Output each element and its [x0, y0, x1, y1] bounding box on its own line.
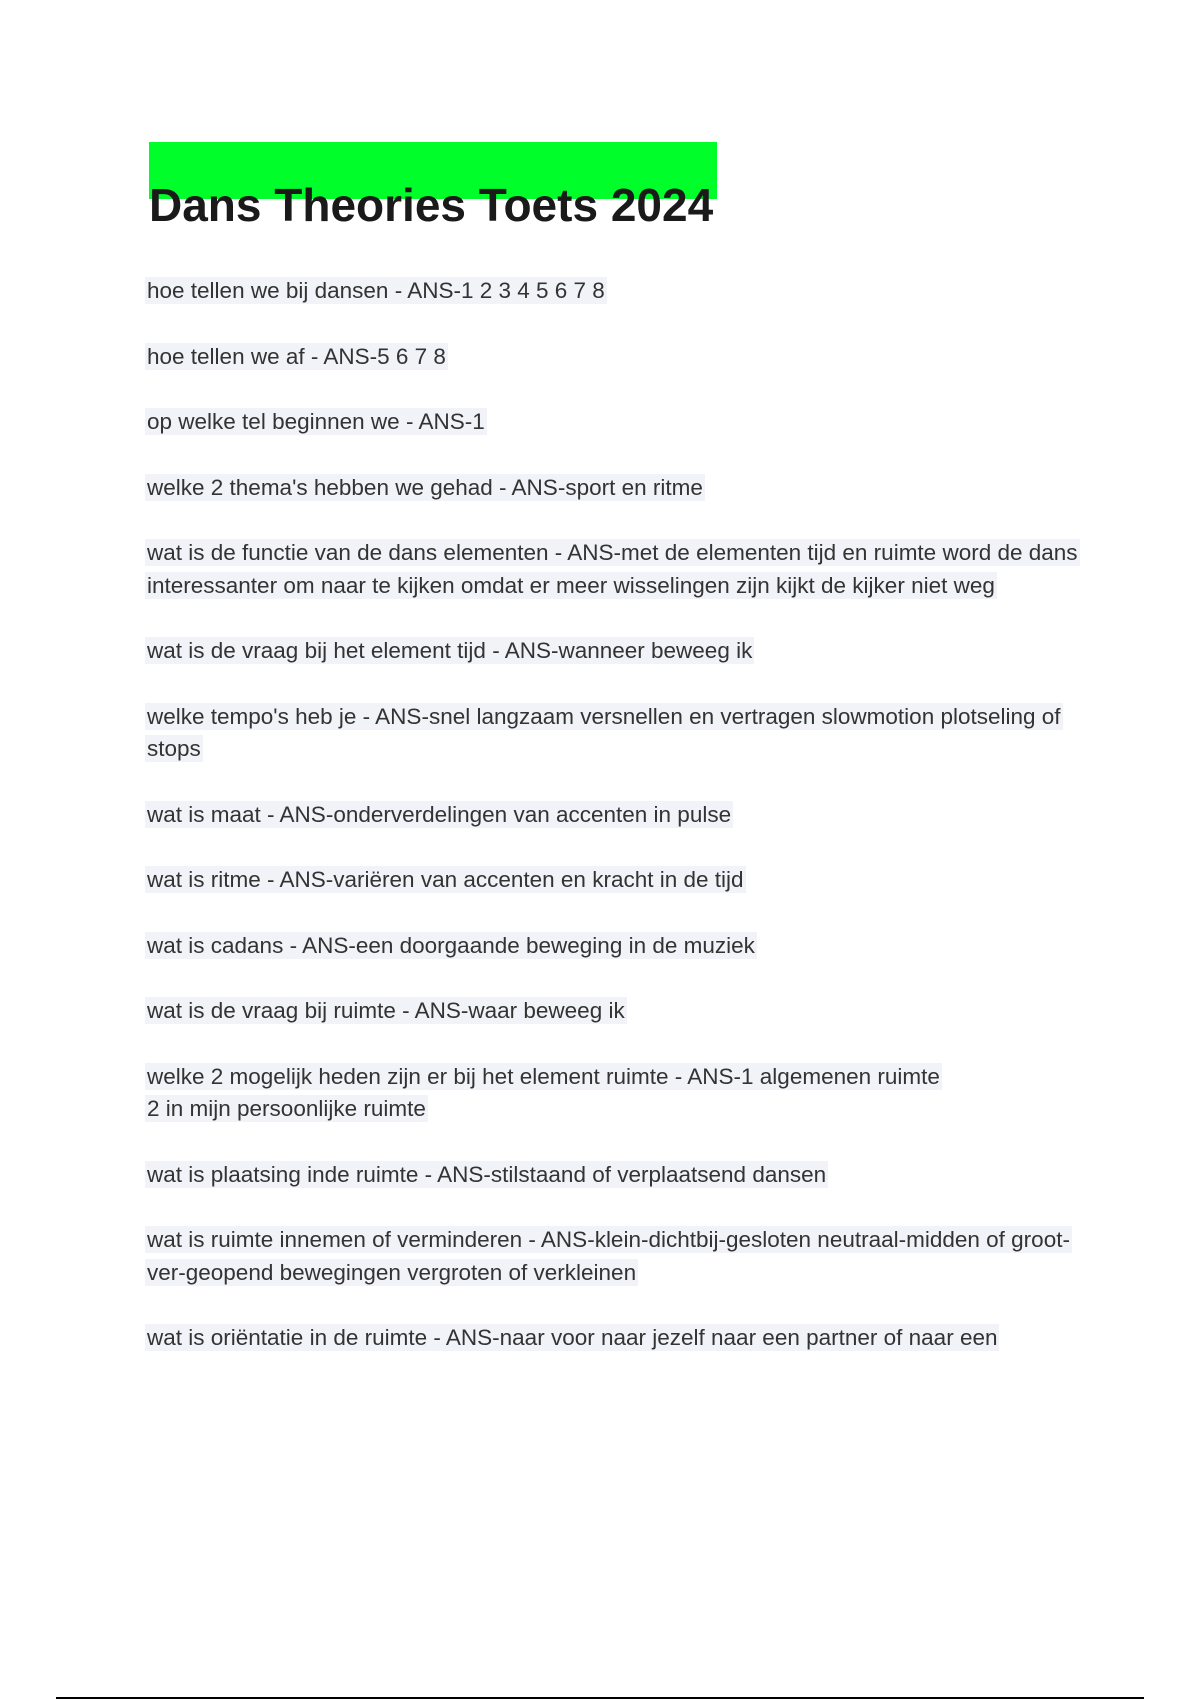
qa-answer: klein-dichtbij-gesloten neutraal-midden of groot-ver-geopend bewegingen vergroten of verkleinen — [147, 1227, 1070, 1285]
qa-question: wat is de functie van de dans elementen — [147, 540, 549, 565]
qa-separator: - ANS- — [485, 638, 559, 663]
qa-item — [145, 1322, 1090, 1355]
qa-question: wat is de vraag bij ruimte — [147, 998, 396, 1023]
qa-answer: naar voor naar jezelf naar een partner of naar een — [499, 1325, 998, 1350]
qa-item — [145, 1159, 1090, 1192]
qa-item — [145, 635, 1090, 668]
qa-question: wat is de vraag bij het element tijd — [147, 638, 486, 663]
qa-item — [145, 275, 1090, 308]
qa-separator: - ANS- — [283, 932, 356, 958]
qa-item — [145, 406, 1090, 439]
qa-question: wat is plaatsing inde ruimte — [147, 1161, 419, 1187]
qa-answer: een doorgaande beweging in de muziek — [355, 932, 755, 958]
qa-separator: - ANS- — [260, 867, 334, 892]
qa-answer: 1 2 3 4 5 6 7 8 — [460, 278, 605, 303]
qa-separator: - ANS- — [668, 1063, 742, 1089]
qa-question: op welke tel beginnen we — [147, 409, 400, 434]
qa-answer: 1 algemenen ruimte — [741, 1063, 940, 1089]
qa-answer-line2: 2 in mijn persoonlijke ruimte — [147, 1096, 426, 1121]
qa-question: wat is ruimte innemen of verminderen — [147, 1227, 523, 1252]
qa-question: hoe tellen we bij dansen — [147, 278, 389, 303]
qa-separator: - ANS- — [548, 540, 622, 565]
qa-question: wat is cadans — [147, 932, 284, 958]
qa-separator: - ANS- — [399, 409, 473, 434]
qa-item — [145, 864, 1090, 897]
qa-answer: stilstaand of verplaatsend dansen — [490, 1161, 827, 1187]
qa-item — [145, 995, 1090, 1028]
qa-item — [145, 537, 1090, 602]
qa-question: hoe tellen we af — [147, 343, 305, 369]
qa-question: wat is ritme — [147, 867, 261, 892]
qa-question: wat is maat — [147, 801, 261, 827]
qa-separator: - ANS- — [388, 278, 461, 303]
qa-item — [145, 701, 1090, 766]
page-title: Dans Theories Toets 2024 — [149, 178, 714, 231]
qa-item — [145, 472, 1090, 505]
qa-question: welke 2 mogelijk heden zijn er bij het element ruimte — [147, 1063, 669, 1089]
qa-item — [145, 930, 1090, 963]
qa-item — [145, 1224, 1090, 1289]
qa-answer: 5 6 7 8 — [377, 343, 446, 369]
qa-separator: - ANS- — [304, 343, 378, 369]
footer-divider — [56, 1697, 1144, 1699]
qa-question: welke tempo's heb je — [147, 703, 357, 729]
qa-answer: 1 — [472, 409, 485, 434]
qa-answer: sport en ritme — [565, 474, 703, 500]
qa-separator: - ANS- — [492, 474, 566, 500]
qa-answer: onderverdelingen van accenten in pulse — [333, 801, 732, 827]
qa-separator: - ANS- — [395, 998, 469, 1023]
qa-item — [145, 1061, 1090, 1126]
qa-item — [145, 799, 1090, 832]
qa-separator: - ANS- — [418, 1161, 491, 1187]
qa-answer: variëren van accenten en kracht in de tijd — [333, 867, 744, 892]
qa-separator: - ANS- — [427, 1325, 500, 1350]
qa-answer: snel langzaam versnellen en vertragen slowmotion plotseling of stops — [147, 703, 1061, 761]
qa-list — [145, 275, 1090, 1388]
qa-answer: met de elementen tijd en ruimte word de dans interessanter om naar te kijken omdat er meer wisselingen zijn kijkt de kijker niet weg — [147, 540, 1078, 598]
qa-answer: wanneer beweeg ik — [558, 638, 753, 663]
qa-separator: - ANS- — [356, 703, 429, 729]
qa-question: welke 2 thema's hebben we gehad — [147, 474, 493, 500]
qa-answer: waar beweeg ik — [468, 998, 625, 1023]
qa-separator: - ANS- — [522, 1227, 595, 1252]
qa-question: wat is oriëntatie in de ruimte — [147, 1325, 428, 1350]
qa-item — [145, 341, 1090, 374]
qa-separator: - ANS- — [260, 801, 334, 827]
